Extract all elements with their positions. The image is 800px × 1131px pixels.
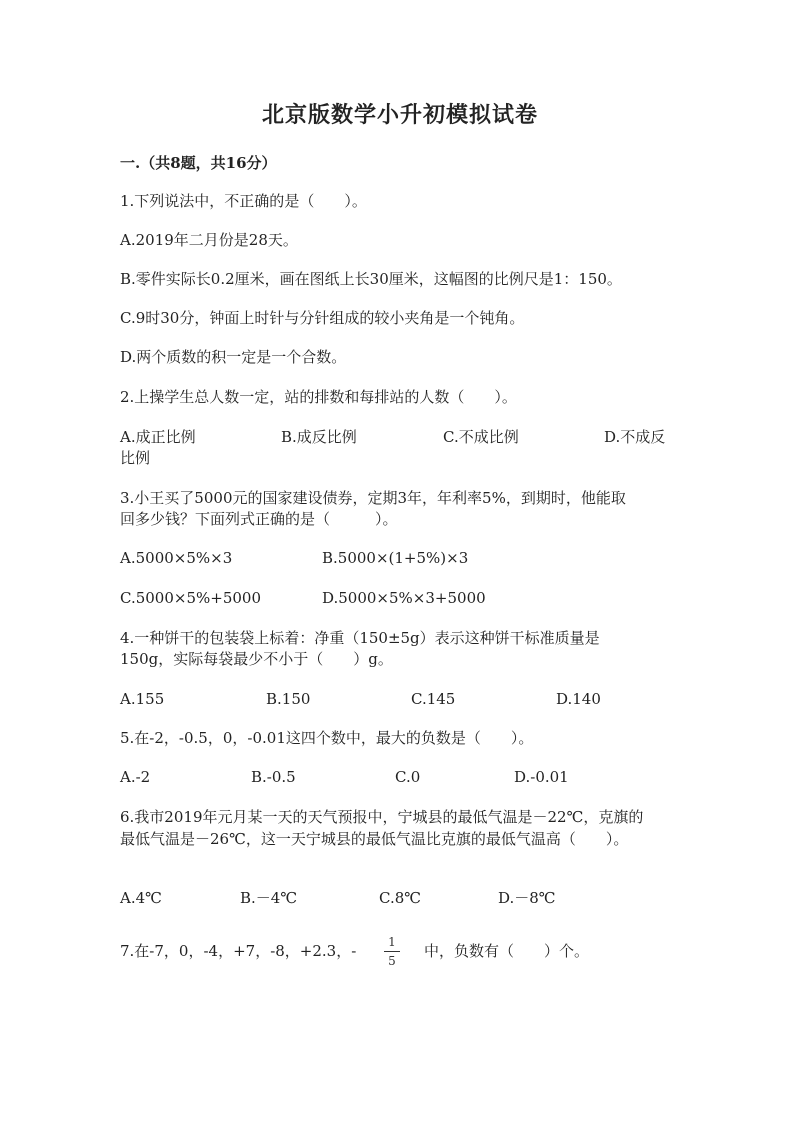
question-1-stem: 1.下列说法中，不正确的是（ ）。 [120,192,367,210]
question-5-option-b: B.-0.5 [251,768,296,786]
fraction-denominator: 5 [388,954,396,968]
question-2-option-d-continued: 比例 [120,449,151,467]
question-4-option-c: C.145 [411,690,456,708]
fraction-one-fifth [384,935,400,968]
page-title: 北京版数学小升初模拟试卷 [261,102,538,128]
question-4-option-a: A.155 [120,690,165,708]
question-5-option-c: C.0 [395,768,421,786]
question-1-option-b: B.零件实际长0.2厘米，画在图纸上长30厘米，这幅图的比例尺是1：150。 [120,270,622,288]
question-3-option-a: A.5000×5%×3 [120,549,233,567]
question-6-stem-line-1: 6.我市2019年元月某一天的天气预报中，宁城县的最低气温是－22℃，克旗的 [120,808,644,826]
question-6-option-a: A.4℃ [120,889,162,907]
section-heading: 一.（共8题，共16分） [120,154,277,172]
question-1-option-a: A.2019年二月份是28天。 [120,231,298,249]
question-2-option-a: A.成正比例 [120,428,196,446]
question-1-option-c: C.9时30分，钟面上时针与分针组成的较小夹角是一个钝角。 [120,309,525,327]
question-5-stem: 5.在-2，-0.5，0，-0.01这四个数中，最大的负数是（ ）。 [120,729,534,747]
question-4-option-b: B.150 [266,690,311,708]
question-3-option-c: C.5000×5%+5000 [120,589,261,607]
question-2-stem: 2.上操学生总人数一定，站的排数和每排站的人数（ ）。 [120,388,517,406]
question-4-stem-line-1: 4.一种饼干的包装袋上标着：净重（150±5g）表示这种饼干标准质量是 [120,629,600,647]
question-3-stem-line-2: 回多少钱？下面列式正确的是（ ）。 [120,510,398,528]
question-2-option-b: B.成反比例 [281,428,357,446]
question-5-option-a: A.-2 [120,768,151,786]
question-6-option-c: C.8℃ [379,889,422,907]
question-4-stem-line-2: 150g，实际每袋最少不小于（ ）g。 [120,650,393,668]
question-3-option-b: B.5000×(1+5%)×3 [322,549,469,567]
question-1-option-d: D.两个质数的积一定是一个合数。 [120,348,347,366]
fraction-bar [384,951,400,952]
question-7-stem-suffix: 中，负数有（ ）个。 [424,942,590,960]
question-6-stem-line-2: 最低气温是－26℃，这一天宁城县的最低气温比克旗的最低气温高（ ）。 [120,830,629,848]
question-6-option-b: B.－4℃ [240,889,298,907]
question-4-option-d: D.140 [556,690,601,708]
question-6-option-d: D.－8℃ [498,889,556,907]
question-5-option-d: D.-0.01 [514,768,569,786]
question-2-option-d: D.不成反 [604,428,666,446]
fraction-numerator: 1 [388,935,396,949]
question-3-option-d: D.5000×5%×3+5000 [322,589,486,607]
question-7-stem-prefix: 7.在-7，0，-4，+7，-8，+2.3，- [120,942,357,960]
question-2-option-c: C.不成比例 [443,428,519,446]
question-3-stem-line-1: 3.小王买了5000元的国家建设债券，定期3年，年利率5%，到期时，他能取 [120,489,626,507]
